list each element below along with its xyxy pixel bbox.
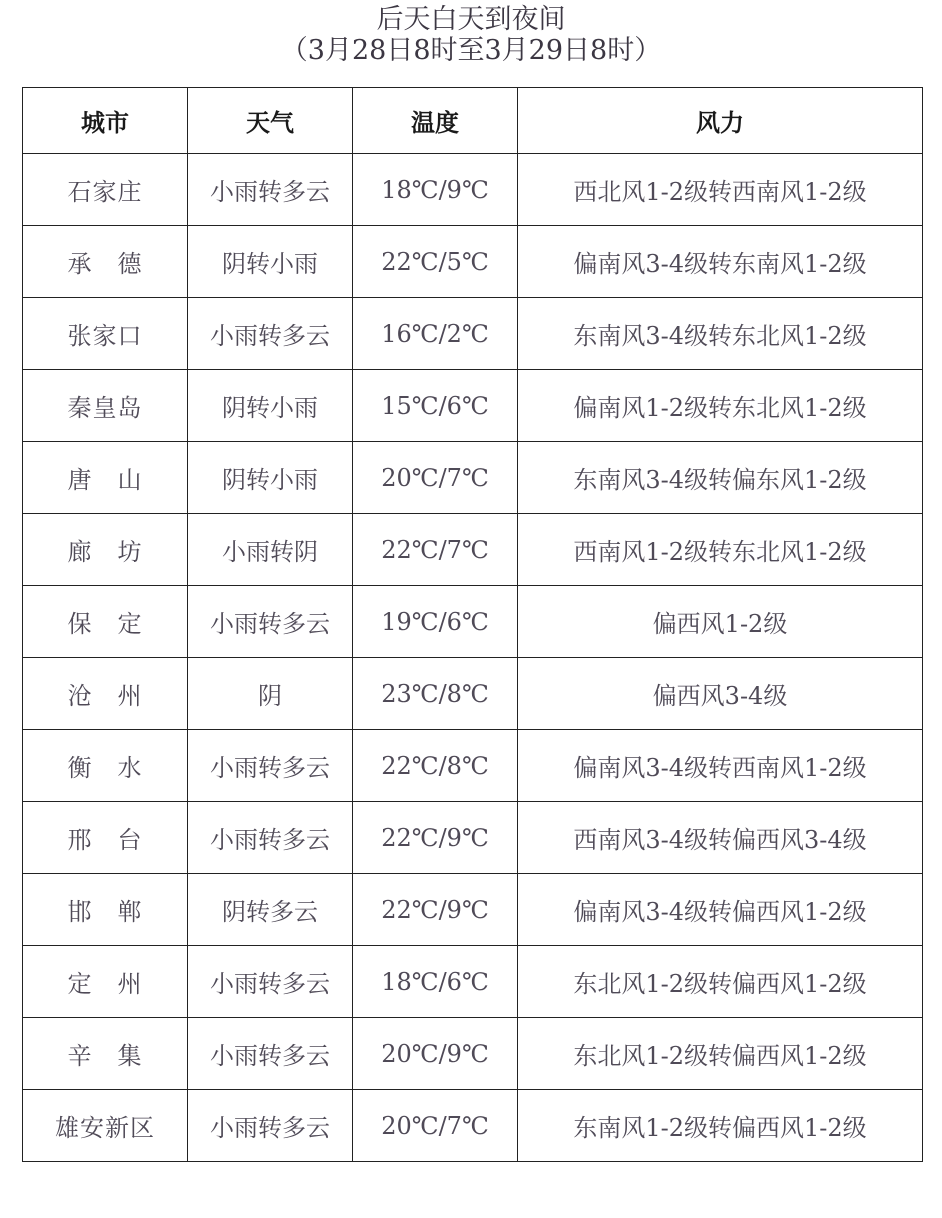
weather-cell: 小雨转多云 bbox=[188, 946, 353, 1018]
header-wind: 风力 bbox=[518, 88, 923, 154]
wind-cell: 偏南风3-4级转东南风1-2级 bbox=[518, 226, 923, 298]
table-row bbox=[23, 370, 923, 442]
table-row bbox=[23, 154, 923, 226]
wind-cell: 西北风1-2级转西南风1-2级 bbox=[518, 154, 923, 226]
wind-cell: 西南风1-2级转东北风1-2级 bbox=[518, 514, 923, 586]
temp-cell: 22℃/8℃ bbox=[353, 730, 518, 802]
city-cell: 石家庄 bbox=[23, 154, 188, 226]
wind-cell: 东南风1-2级转偏西风1-2级 bbox=[518, 1090, 923, 1162]
city-cell: 邢 台 bbox=[23, 802, 188, 874]
city-cell: 沧 州 bbox=[23, 658, 188, 730]
wind-cell: 西南风3-4级转偏西风3-4级 bbox=[518, 802, 923, 874]
temp-cell: 15℃/6℃ bbox=[353, 370, 518, 442]
temp-cell: 19℃/6℃ bbox=[353, 586, 518, 658]
temp-cell: 16℃/2℃ bbox=[353, 298, 518, 370]
wind-cell: 偏西风1-2级 bbox=[518, 586, 923, 658]
wind-cell: 偏南风3-4级转西南风1-2级 bbox=[518, 730, 923, 802]
temp-cell: 22℃/9℃ bbox=[353, 802, 518, 874]
weather-cell: 小雨转多云 bbox=[188, 1090, 353, 1162]
forecast-table bbox=[22, 87, 923, 1162]
temp-cell: 22℃/5℃ bbox=[353, 226, 518, 298]
temp-cell: 18℃/6℃ bbox=[353, 946, 518, 1018]
city-cell: 秦皇岛 bbox=[23, 370, 188, 442]
weather-cell: 阴转小雨 bbox=[188, 226, 353, 298]
weather-cell: 阴 bbox=[188, 658, 353, 730]
city-cell: 保 定 bbox=[23, 586, 188, 658]
table-row bbox=[23, 730, 923, 802]
table-row bbox=[23, 1090, 923, 1162]
table-row bbox=[23, 874, 923, 946]
weather-cell: 小雨转多云 bbox=[188, 802, 353, 874]
header-temp: 温度 bbox=[353, 88, 518, 154]
weather-cell: 小雨转阴 bbox=[188, 514, 353, 586]
city-cell: 廊 坊 bbox=[23, 514, 188, 586]
table-row bbox=[23, 1018, 923, 1090]
table-row bbox=[23, 298, 923, 370]
city-cell: 辛 集 bbox=[23, 1018, 188, 1090]
city-cell: 张家口 bbox=[23, 298, 188, 370]
wind-cell: 偏南风1-2级转东北风1-2级 bbox=[518, 370, 923, 442]
temp-cell: 22℃/9℃ bbox=[353, 874, 518, 946]
weather-cell: 小雨转多云 bbox=[188, 586, 353, 658]
table-row bbox=[23, 586, 923, 658]
temp-cell: 23℃/8℃ bbox=[353, 658, 518, 730]
city-cell: 雄安新区 bbox=[23, 1090, 188, 1162]
temp-cell: 18℃/9℃ bbox=[353, 154, 518, 226]
wind-cell: 东南风3-4级转偏东风1-2级 bbox=[518, 442, 923, 514]
table-row bbox=[23, 946, 923, 1018]
city-cell: 承 德 bbox=[23, 226, 188, 298]
temp-cell: 20℃/9℃ bbox=[353, 1018, 518, 1090]
table-row bbox=[23, 514, 923, 586]
wind-cell: 东北风1-2级转偏西风1-2级 bbox=[518, 946, 923, 1018]
weather-cell: 小雨转多云 bbox=[188, 154, 353, 226]
temp-cell: 20℃/7℃ bbox=[353, 1090, 518, 1162]
table-row bbox=[23, 442, 923, 514]
city-cell: 邯 郸 bbox=[23, 874, 188, 946]
weather-cell: 阴转多云 bbox=[188, 874, 353, 946]
weather-cell: 小雨转多云 bbox=[188, 1018, 353, 1090]
temp-cell: 22℃/7℃ bbox=[353, 514, 518, 586]
header-weather: 天气 bbox=[188, 88, 353, 154]
wind-cell: 东北风1-2级转偏西风1-2级 bbox=[518, 1018, 923, 1090]
temp-cell: 20℃/7℃ bbox=[353, 442, 518, 514]
header-city: 城市 bbox=[23, 88, 188, 154]
city-cell: 唐 山 bbox=[23, 442, 188, 514]
weather-cell: 小雨转多云 bbox=[188, 298, 353, 370]
city-cell: 衡 水 bbox=[23, 730, 188, 802]
page-subtitle: （3月28日8时至3月29日8时） bbox=[280, 35, 662, 66]
wind-cell: 偏西风3-4级 bbox=[518, 658, 923, 730]
weather-cell: 阴转小雨 bbox=[188, 442, 353, 514]
table-row bbox=[23, 802, 923, 874]
table-row bbox=[23, 226, 923, 298]
wind-cell: 偏南风3-4级转偏西风1-2级 bbox=[518, 874, 923, 946]
city-cell: 定 州 bbox=[23, 946, 188, 1018]
page-title: 后天白天到夜间 bbox=[376, 4, 566, 35]
table-row bbox=[23, 658, 923, 730]
header-row bbox=[23, 88, 923, 154]
weather-cell: 小雨转多云 bbox=[188, 730, 353, 802]
weather-cell: 阴转小雨 bbox=[188, 370, 353, 442]
wind-cell: 东南风3-4级转东北风1-2级 bbox=[518, 298, 923, 370]
